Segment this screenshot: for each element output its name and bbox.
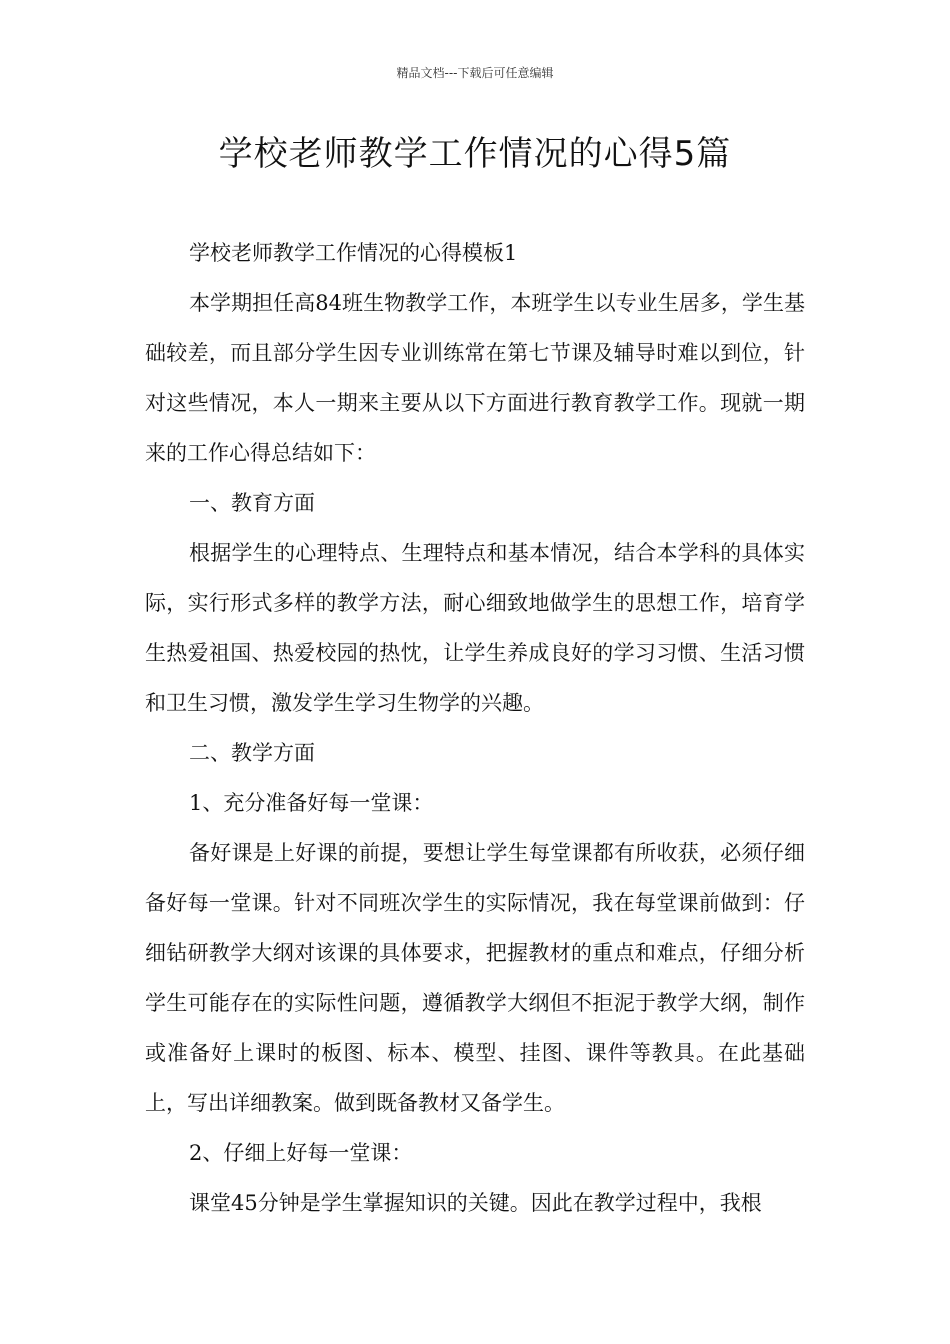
subheading-prepare: 1、充分准备好每一堂课： [189, 791, 434, 815]
document-title: 学校老师教学工作情况的心得5篇 [218, 134, 732, 174]
section-heading-teaching: 二、教学方面 [189, 741, 315, 765]
education-paragraph: 根据学生的心理特点、生理特点和基本情况，结合本学科的具体实际，实行形式多样的教学方法，耐心细致地做学生的思想工作，培育学生热爱祖国、热爱校园的热忱，让学生养成良好的学习习惯、生活习惯和卫生习惯，激发学生学习生物学的兴趣。 [145, 541, 805, 715]
teach-paragraph: 课堂45分钟是学生掌握知识的关键。因此在教学过程中，我根 [189, 1191, 762, 1215]
prepare-paragraph: 备好课是上好课的前提，要想让学生每堂课都有所收获，必须仔细备好每一堂课。针对不同班次学生的实际情况，我在每堂课前做到：仔细钻研教学大纲对该课的具体要求，把握教材的重点和难点，仔细分析学生可能存在的实际性问题，遵循教学大纲但不拒泥于教学大纲，制作或准备好上课时的板图、标本、模型、挂图、课件等教具。在此基础上，写出详细教案。做到既备教材又备学生。 [145, 841, 805, 1115]
intro-paragraph: 本学期担任高84班生物教学工作，本班学生以专业生居多，学生基础较差，而且部分学生因专业训练常在第七节课及辅导时难以到位，针对这些情况，本人一期来主要从以下方面进行教育教学工作。现就一期来的工作心得总结如下： [145, 291, 805, 465]
section-heading-education: 一、教育方面 [189, 491, 315, 515]
document-body [145, 228, 805, 1228]
subheading-teach: 2、仔细上好每一堂课： [189, 1141, 413, 1165]
header-note: 精品文档---下载后可任意编辑 [396, 66, 554, 80]
template-heading: 学校老师教学工作情况的心得模板1 [189, 241, 518, 265]
